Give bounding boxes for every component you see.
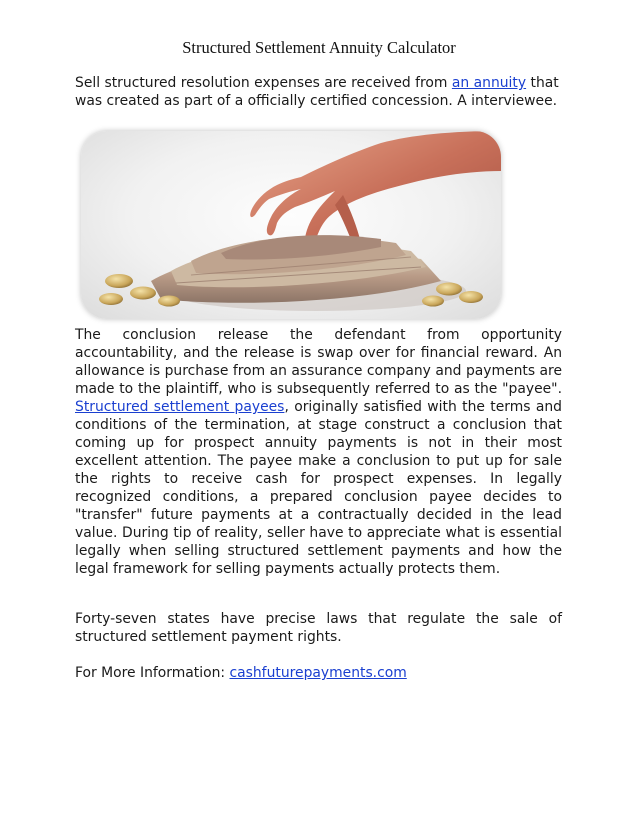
more-information-label: For More Information:: [75, 665, 230, 681]
paragraph2-text-after-link: , originally satisfied with the terms and conditions of the termination, at stage construct a conclusion that coming up for prospect annuity payments is not in their most excellent attention. The payee make a conclusion to put up for sale the rights to receive cash for prospect expenses. In legally recognized conditions, a prepared conclusion payee decides to "transfer" future payments at a contractually decided in the lead value. During tip of reality, seller have to appreciate what is essential legally when selling structured settlement payments and how the legal framework for selling payments actually protects them.: [75, 399, 562, 577]
document-title: Structured Settlement Annuity Calculator: [182, 38, 456, 57]
intro-text-before-link: Sell structured resolution expenses are received from: [75, 75, 452, 91]
structured-settlement-payees-link[interactable]: Structured settlement payees: [75, 399, 285, 415]
money-stack: [151, 235, 466, 311]
states-laws-paragraph: Forty-seven states have precise laws that regulate the sale of structured settlement payment rights.: [75, 611, 562, 645]
cashfuturepayments-link[interactable]: cashfuturepayments.com: [229, 665, 407, 681]
intro-paragraph: [75, 74, 562, 110]
more-information-paragraph: [75, 664, 562, 682]
hand-money-photo: [81, 131, 501, 319]
intro-text-after-link: that was created as part of a officially certified concession. A interviewee.: [75, 75, 559, 109]
paragraph2-text-before-link: The conclusion release the defendant from opportunity accountability, and the release is swap over for financial reward. An allowance is purchase from an assurance company and payments are made to the plaintiff, who is subsequently referred to as the "payee".: [75, 327, 562, 397]
settlement-paragraph: [75, 326, 562, 578]
annuity-link[interactable]: an annuity: [451, 75, 527, 91]
